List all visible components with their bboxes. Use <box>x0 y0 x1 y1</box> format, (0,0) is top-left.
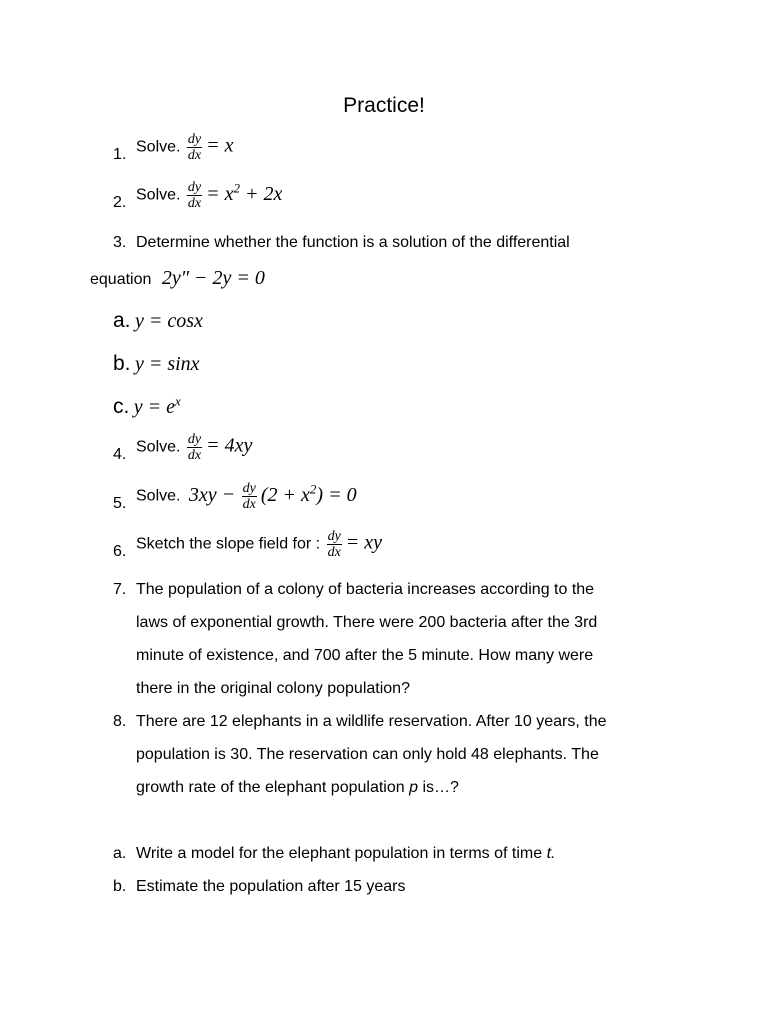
q8b-letter: b. <box>113 878 127 895</box>
q7-line-4: there in the original colony population? <box>136 680 410 697</box>
q8b-text: Estimate the population after 15 years <box>136 878 406 895</box>
q5-fraction <box>242 481 257 512</box>
q4-number: 4. <box>113 446 127 463</box>
q8-line-3-b: is…? <box>418 779 459 796</box>
q5-rhs-a: (2 + x <box>260 483 310 506</box>
q3a-letter: a. <box>113 309 131 332</box>
q2-text: Solve. <box>136 186 181 204</box>
q6-text: Sketch the slope field for : <box>136 535 321 553</box>
q3c-equation <box>133 393 181 418</box>
q5-rhs-sup: 2 <box>309 481 317 497</box>
q6-fraction <box>327 529 342 560</box>
q2-rhs-sup: 2 <box>233 180 241 196</box>
q7-line-3: minute of existence, and 700 after the 5 minute. How many were <box>136 647 594 664</box>
q6-frac-den: dx <box>327 545 341 560</box>
q5-number: 5. <box>113 495 127 512</box>
q2-frac-num: dy <box>187 180 202 195</box>
q8a-text <box>136 844 556 864</box>
q5-minus: − <box>216 483 236 506</box>
q1-rhs: = x <box>206 134 234 157</box>
q3-equation: 2y″ − 2y = 0 <box>161 267 265 289</box>
q4-rhs: = 4xy <box>206 434 253 457</box>
q8a-text-b: . <box>551 845 556 862</box>
q4-text: Solve. <box>136 438 181 456</box>
q8a-text-var: t <box>546 845 552 862</box>
q3b-letter: b. <box>113 352 131 375</box>
q5-frac-den: dx <box>242 497 256 512</box>
q5-line <box>136 481 357 512</box>
q3c-line <box>113 393 181 419</box>
q3a-line <box>113 311 203 333</box>
q3c-eq-base: y = e <box>133 396 176 418</box>
q5-rhs-b: ) = 0 <box>316 483 357 506</box>
q3-number: 3. <box>113 234 127 251</box>
q2-line <box>136 180 282 211</box>
q1-frac-den: dx <box>187 148 202 163</box>
q3c-eq-sup: x <box>175 393 181 409</box>
q7-line-2: laws of exponential growth. There were 200 bacteria after the 3rd <box>136 614 598 631</box>
q6-frac-num: dy <box>327 529 341 544</box>
q1-line <box>136 132 234 163</box>
q8-line-3 <box>136 778 459 798</box>
q3c-letter: c. <box>113 395 130 418</box>
q8-number: 8. <box>113 713 127 730</box>
q1-frac-num: dy <box>187 132 202 147</box>
q3b-line <box>113 354 200 376</box>
q5-text: Solve. <box>136 487 181 505</box>
q4-frac-num: dy <box>187 432 202 447</box>
q5-rhs <box>260 481 357 506</box>
q8-line-3-var: p <box>409 779 418 796</box>
q4-fraction <box>187 432 202 463</box>
q6-rhs: = xy <box>345 531 383 554</box>
q8-line-2: population is 30. The reservation can only hold 48 elephants. The <box>136 746 599 763</box>
q1-number: 1. <box>113 146 127 163</box>
q3-cont: equation <box>90 271 152 288</box>
q3-text: Determine whether the function is a solution of the differential <box>136 234 570 251</box>
q5-lhs: 3xy <box>188 483 217 506</box>
q7-line-1: The population of a colony of bacteria increases according to the <box>136 581 595 598</box>
q1-text: Solve. <box>136 138 181 156</box>
q6-line <box>136 529 382 560</box>
q2-frac-den: dx <box>187 196 202 211</box>
q4-frac-den: dx <box>187 448 202 463</box>
q8a-letter: a. <box>113 845 127 862</box>
q2-rhs <box>206 180 283 205</box>
q2-rhs-b: + 2x <box>240 182 283 205</box>
q7-number: 7. <box>113 581 127 598</box>
q8-line-3-a: growth rate of the elephant population <box>136 779 410 796</box>
q1-fraction <box>187 132 202 163</box>
q8a-text-a: Write a model for the elephant population in terms of time <box>136 845 547 862</box>
q3-line2 <box>90 268 265 290</box>
q2-rhs-a: = x <box>206 182 234 205</box>
q3b-equation: y = sinx <box>134 353 200 375</box>
q3a-equation: y = cosx <box>134 310 203 332</box>
q4-line <box>136 432 252 463</box>
q8-line-1: There are 12 elephants in a wildlife reservation. After 10 years, the <box>136 713 607 730</box>
q2-fraction <box>187 180 202 211</box>
q2-number: 2. <box>113 194 127 211</box>
q5-frac-num: dy <box>242 481 256 496</box>
page-title: Practice! <box>343 94 425 117</box>
q6-number: 6. <box>113 543 127 560</box>
